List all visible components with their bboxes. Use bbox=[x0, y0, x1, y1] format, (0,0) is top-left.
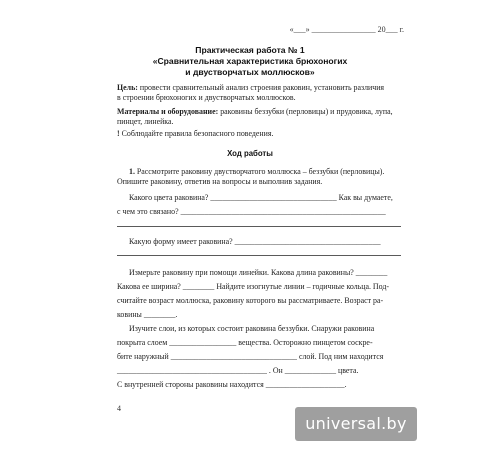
goal-text-2: в строении брюхоногих и двустворчатых моллюсков. bbox=[117, 93, 296, 102]
question-color-2: с чем это связано? ____________________________________________________ bbox=[117, 207, 386, 216]
watermark-text: universal.by bbox=[305, 414, 407, 433]
section-title: Ход работы bbox=[227, 149, 273, 158]
materials-text-1: раковины беззубки (перловицы) и прудовика, лупа, bbox=[218, 107, 393, 116]
layers-line-1: Изучите слои, из которых состоит раковина беззубки. Снаружи раковина bbox=[129, 324, 375, 333]
measure-line-2: Какова ее ширина? ________ Найдите изогнутые линии – годичные кольца. Под- bbox=[117, 282, 389, 291]
answer-line[interactable] bbox=[117, 255, 401, 256]
safety-text: Соблюдайте правила безопасного поведения. bbox=[119, 129, 274, 138]
task1-text-2: Опишите раковину, ответив на вопросы и выполнив задания. bbox=[117, 177, 323, 186]
layers-line-5: С внутренней стороны раковины находится ____________________. bbox=[117, 380, 347, 389]
question-shape: Какую форму имеет раковина? _____________________________________ bbox=[129, 237, 381, 246]
layers-line-4: ______________________________________ . Он _____________ цвета. bbox=[117, 366, 359, 375]
date-line: «___» ________________ 20___ г. bbox=[289, 25, 404, 34]
title-line-3: и двустворчатых моллюсков» bbox=[185, 67, 315, 77]
measure-line-1: Измерьте раковину при помощи линейки. Какова длина раковины? ________ bbox=[129, 268, 388, 277]
layers-line-3: бите наружный ________________________________ слой. Под ним находится bbox=[117, 352, 384, 361]
safety-mark: ! bbox=[117, 129, 120, 138]
materials-label: Материалы и оборудование: bbox=[117, 107, 219, 116]
materials-text-2: пинцет, линейка. bbox=[117, 117, 174, 126]
answer-line[interactable] bbox=[117, 226, 401, 227]
title-line-2: «Сравнительная характеристика брюхоногих bbox=[152, 56, 348, 66]
layers-line-2: покрыта слоем _________________ вещества. Осторожно пинцетом соскре- bbox=[117, 338, 373, 347]
task1-number: 1. bbox=[129, 167, 135, 176]
safety-line bbox=[117, 129, 273, 139]
measure-line-4: ковины ________. bbox=[117, 310, 178, 319]
page-number: 4 bbox=[117, 404, 121, 413]
question-color: Какого цвета раковина? ________________________________ Как вы думаете, bbox=[129, 193, 393, 202]
watermark-badge bbox=[295, 407, 417, 441]
materials-line-1 bbox=[117, 107, 393, 117]
goal-label: Цель: bbox=[117, 83, 138, 92]
measure-line-3: считайте возраст моллюска, раковину которого вы рассматриваете. Возраст ра- bbox=[117, 296, 384, 305]
goal-line-1 bbox=[117, 83, 384, 93]
task1-text-1: Рассмотрите раковину двустворчатого моллюска – беззубки (перловицы). bbox=[134, 167, 385, 176]
goal-text-1: провести сравнительный анализ строения раковин, установить различия bbox=[137, 83, 385, 92]
title-line-1: Практическая работа № 1 bbox=[195, 45, 305, 55]
task1-line-1 bbox=[129, 167, 384, 177]
